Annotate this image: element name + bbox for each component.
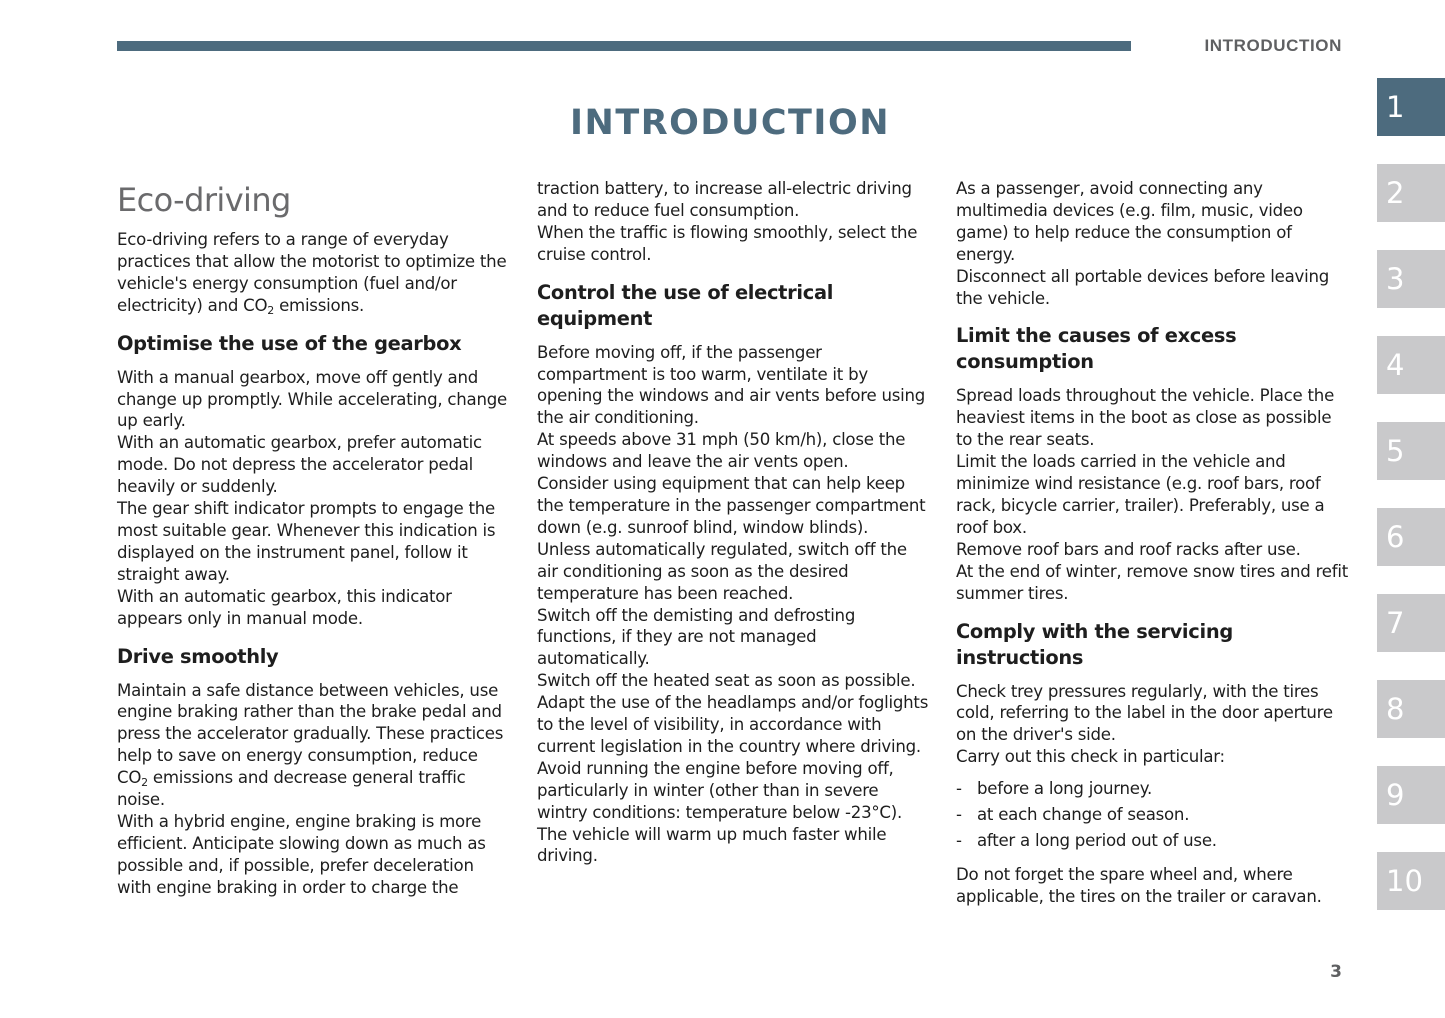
servicing-paragraph: Check trey pressures regularly, with the tires cold, referring to the label in the door aperture on the driver's side. — [956, 681, 1333, 745]
smooth-paragraph: With a hybrid engine, engine braking is more efficient. Anticipate slowing down as much as possible and, if possible, prefer deceleration with engine braking in order to charge the — [117, 811, 486, 897]
final-paragraph: Do not forget the spare wheel and, where applicable, the tires on the trailer or caravan. — [956, 865, 1322, 907]
heading-servicing: Comply with the servicing instructions — [956, 619, 1233, 669]
electrical-paragraph: Switch off the heated seat as soon as possible. — [537, 671, 916, 691]
check-list — [956, 776, 1348, 854]
servicing-paragraph: Carry out this check in particular: — [956, 747, 1225, 767]
running-header: INTRODUCTION — [1204, 36, 1342, 55]
heading-excess-consumption: Limit the causes of excess consumption — [956, 324, 1237, 374]
column-3 — [956, 178, 1348, 908]
column-2 — [537, 178, 929, 867]
excess-paragraph: At the end of winter, remove snow tires and refit summer tires. — [956, 561, 1348, 603]
column-1 — [117, 178, 509, 899]
heading-electrical: Control the use of electrical equipment — [537, 280, 834, 330]
heading-drive-smoothly: Drive smoothly — [117, 644, 279, 668]
page-number: 3 — [1330, 962, 1342, 982]
excess-paragraph: Spread loads throughout the vehicle. Place the heaviest items in the boot as close as possible to the rear seats. — [956, 386, 1335, 450]
continued-paragraph: When the traffic is flowing smoothly, select the cruise control. — [537, 222, 918, 264]
excess-paragraph: Remove roof bars and roof racks after use. — [956, 539, 1301, 559]
excess-paragraph: Limit the loads carried in the vehicle and minimize wind resistance (e.g. roof bars, roof rack, bicycle carrier, trailer). Preferably, use a roof box. — [956, 452, 1325, 537]
passenger-paragraph: Disconnect all portable devices before leaving the vehicle. — [956, 266, 1330, 308]
electrical-paragraph: Switch off the demisting and defrosting functions, if they are not managed automatically. — [537, 605, 856, 669]
chapter-tab-10[interactable]: 10 — [1377, 852, 1445, 910]
electrical-paragraph: Consider using equipment that can help keep the temperature in the passenger compartment down (e.g. sunroof blind, window blinds). — [537, 474, 926, 537]
gearbox-paragraph: With an automatic gearbox, this indicator appears only in manual mode. — [117, 586, 452, 628]
gearbox-paragraph: With an automatic gearbox, prefer automatic mode. Do not depress the accelerator pedal heavily or suddenly. — [117, 433, 482, 497]
chapter-tab-3[interactable]: 3 — [1377, 250, 1445, 308]
electrical-paragraph: Before moving off, if the passenger compartment is too warm, ventilate it by opening the windows and air vents before using the air conditioning. — [537, 342, 926, 428]
gearbox-paragraph: With a manual gearbox, move off gently and change up promptly. While accelerating, change up early. — [117, 367, 507, 431]
page-title: INTRODUCTION — [570, 103, 890, 143]
electrical-paragraph: Unless automatically regulated, switch off the air conditioning as soon as the desired temperature has been reached. — [537, 539, 907, 603]
electrical-paragraph: At speeds above 31 mph (50 km/h), close the windows and leave the air vents open. — [537, 430, 906, 472]
electrical-paragraph: Adapt the use of the headlamps and/or foglights to the level of visibility, in accordance with current legislation in the country where driving. — [537, 693, 929, 756]
continued-paragraph: traction battery, to increase all-electric driving and to reduce fuel consumption. — [537, 179, 912, 220]
header-rule — [117, 41, 1131, 51]
passenger-paragraph: As a passenger, avoid connecting any multimedia devices (e.g. film, music, video game) to help reduce the consumption of energy. — [956, 179, 1303, 264]
chapter-tab-2[interactable]: 2 — [1377, 164, 1445, 222]
chapter-tab-5[interactable]: 5 — [1377, 422, 1445, 480]
chapter-tab-7[interactable]: 7 — [1377, 594, 1445, 652]
electrical-paragraph: Avoid running the engine before moving off, particularly in winter (other than in severe wintry conditions: temperature below -23°C). — [537, 758, 903, 822]
chapter-tab-6[interactable]: 6 — [1377, 508, 1445, 566]
list-item: - before a long journey. — [956, 776, 1348, 802]
intro-paragraph: Eco-driving refers to a range of everyday practices that allow the motorist to optimize the vehicle's energy consumption (fuel and/or electricity) and $CO_2$ emissions. — [117, 230, 507, 317]
chapter-tab-1[interactable]: 1 — [1377, 78, 1445, 136]
gearbox-paragraph: The gear shift indicator prompts to engage the most suitable gear. Whenever this indication is displayed on the instrument panel, follow it straight away. — [117, 499, 496, 584]
chapter-tab-9[interactable]: 9 — [1377, 766, 1445, 824]
list-item: - after a long period out of use. — [956, 828, 1348, 854]
list-item: - at each change of season. — [956, 802, 1348, 828]
chapter-tab-4[interactable]: 4 — [1377, 336, 1445, 394]
chapter-tab-8[interactable]: 8 — [1377, 680, 1445, 738]
electrical-paragraph: The vehicle will warm up much faster while driving. — [537, 824, 887, 866]
section-title: Eco-driving — [117, 181, 291, 219]
smooth-paragraph: Maintain a safe distance between vehicles, use engine braking rather than the brake pedal and press the accelerator gradually. These practices help to save on energy consumption, reduce $CO_2$ emissions and decrease general traffic noise. — [117, 680, 504, 810]
heading-gearbox: Optimise the use of the gearbox — [117, 331, 462, 355]
